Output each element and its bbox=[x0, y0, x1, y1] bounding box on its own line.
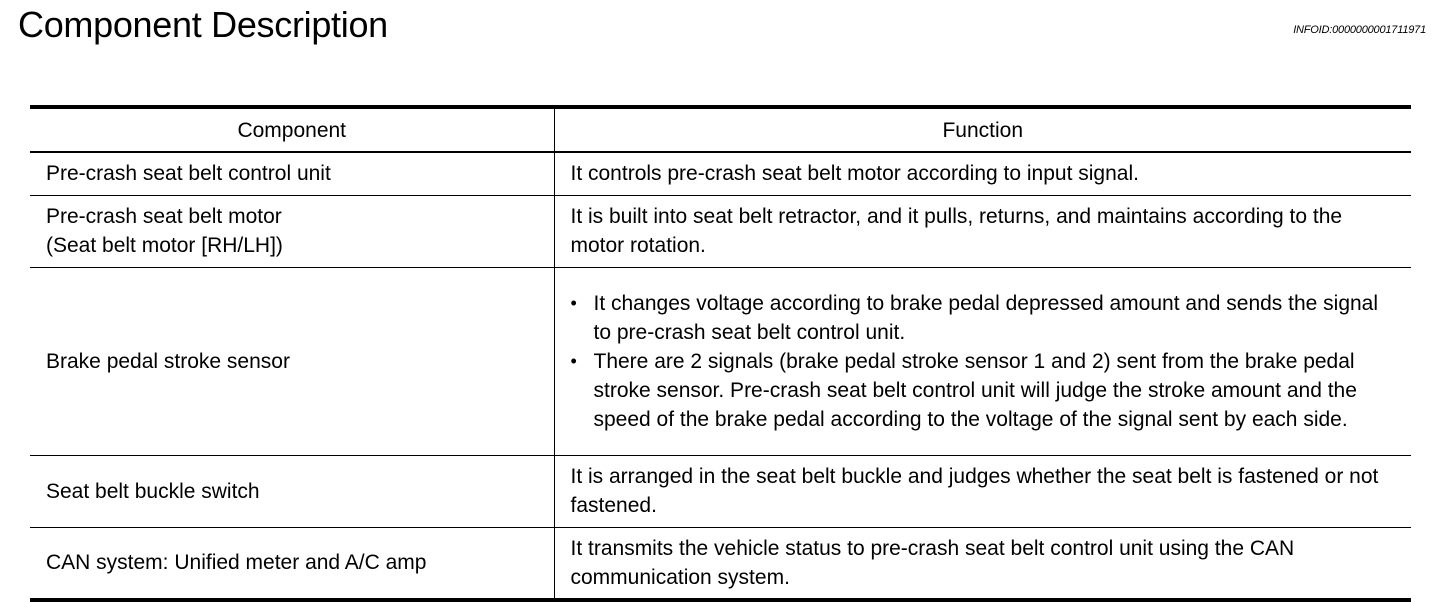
function-bullet-item bbox=[571, 289, 1398, 347]
component-name: Seat belt buckle switch bbox=[46, 479, 260, 503]
function-cell: It is arranged in the seat belt buckle and judges whether the seat belt is fastened or not fastened. bbox=[570, 465, 1379, 517]
table-row bbox=[30, 455, 1411, 527]
bullet-icon: • bbox=[570, 292, 577, 313]
info-id: INFOID:0000000001711971 bbox=[1293, 24, 1426, 36]
component-cell bbox=[30, 267, 554, 455]
component-table bbox=[30, 105, 1411, 602]
component-name: Brake pedal stroke sensor bbox=[46, 349, 290, 373]
table-row bbox=[30, 152, 1411, 195]
component-name: Pre-crash seat belt control unit bbox=[46, 162, 331, 186]
component-cell bbox=[30, 195, 554, 267]
table-row bbox=[30, 267, 1411, 455]
table-row bbox=[30, 195, 1411, 267]
component-name: Pre-crash seat belt motor bbox=[46, 205, 282, 228]
header-row bbox=[30, 107, 1411, 152]
bullet-text: It changes voltage according to brake pedal depressed amount and sends the signal to pre-crash seat belt control unit. bbox=[593, 291, 1379, 344]
function-cell: It controls pre-crash seat belt motor according to input signal. bbox=[570, 162, 1139, 186]
component-name: CAN system: Unified meter and A/C amp bbox=[46, 551, 427, 574]
component-subname: (Seat belt motor [RH/LH]) bbox=[46, 234, 283, 257]
function-cell bbox=[554, 267, 1411, 455]
function-bullet-item bbox=[571, 347, 1398, 434]
bullet-text: There are 2 signals (brake pedal stroke sensor 1 and 2) sent from the brake pedal stroke sensor. Pre-crash seat belt control unit will judge the stroke amount and the speed of the brake pedal according to the voltage of the signal sent by each side. bbox=[593, 349, 1357, 431]
component-cell bbox=[30, 527, 554, 600]
table-header bbox=[30, 107, 1411, 152]
column-header-function: Function bbox=[942, 118, 1024, 142]
table-row bbox=[30, 527, 1411, 600]
component-cell bbox=[30, 152, 554, 195]
page-title: Component Description bbox=[18, 4, 388, 45]
function-cell: It is built into seat belt retractor, and it pulls, returns, and maintains according to the motor rotation. bbox=[570, 205, 1343, 257]
function-bullet-list bbox=[571, 289, 1398, 434]
function-cell: It transmits the vehicle status to pre-crash seat belt control unit using the CAN communication system. bbox=[570, 536, 1295, 589]
component-cell bbox=[30, 455, 554, 527]
column-header-component: Component bbox=[30, 107, 554, 152]
bullet-icon: • bbox=[570, 350, 577, 371]
